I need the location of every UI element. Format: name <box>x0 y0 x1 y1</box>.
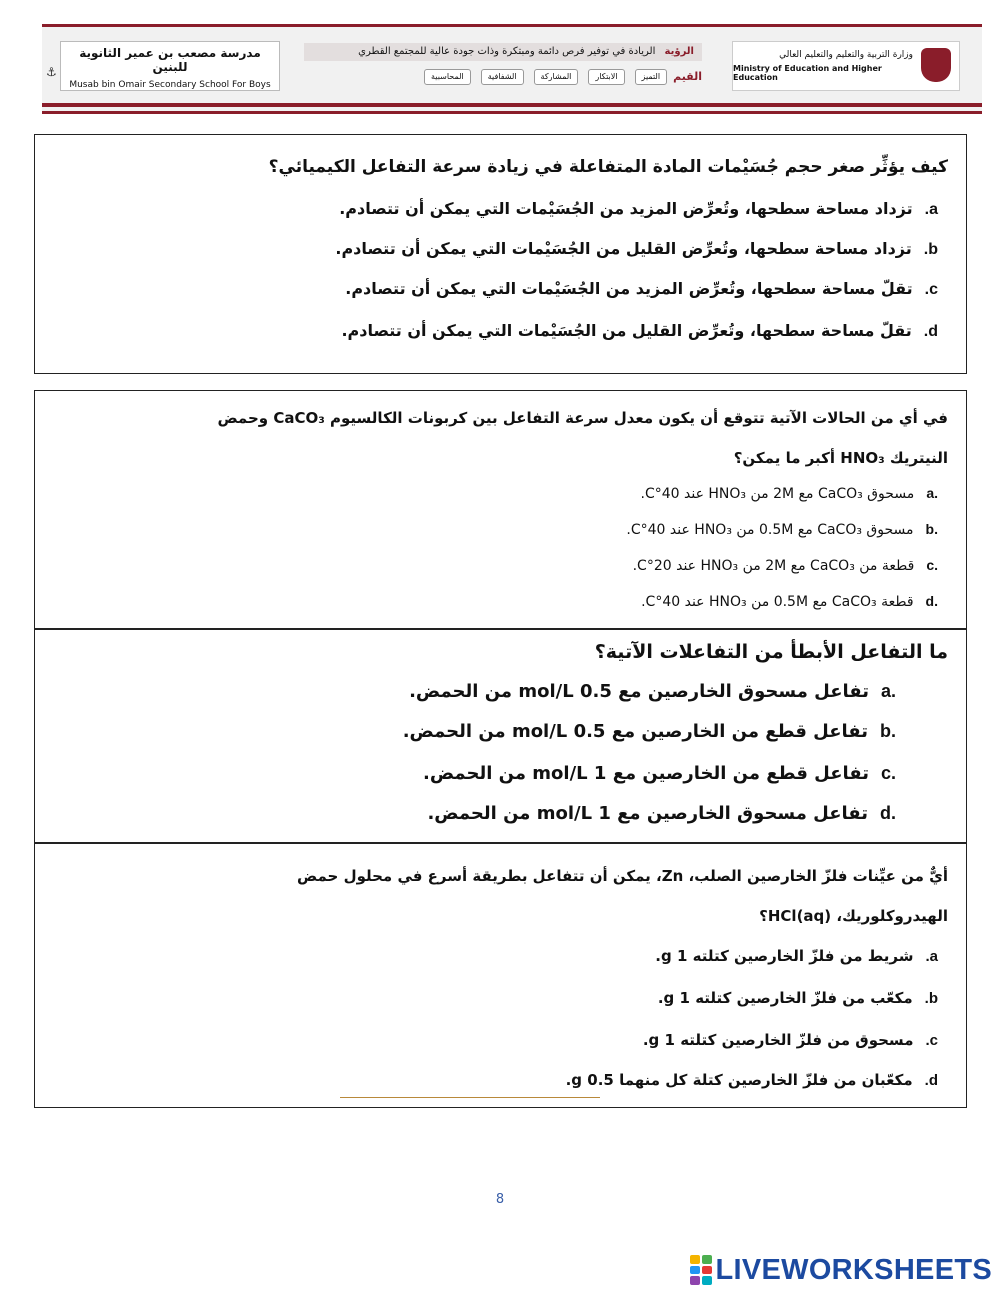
question-text-line1: أيٌّ من عيِّنات فلزّ الخارصين الصلب، Zn، يمكن أن تتفاعل بطريقة أسرع في محلول حمض <box>297 867 948 885</box>
option-text: قطعة من CaCO₃ مع 2M من HNO₃ عند 20°C. <box>632 558 915 574</box>
option-text: مكعّبان من فلزّ الخارصين كتلة كل منهما 0.5 g. <box>565 1071 913 1089</box>
value-pill: التميز <box>635 69 668 85</box>
question-box-2 <box>34 390 967 630</box>
option-text: تفاعل مسحوق الخارصين مع 1 mol/L من الحمض. <box>427 803 868 824</box>
option-letter: d. <box>924 1072 938 1089</box>
option-b[interactable] <box>626 521 938 538</box>
option-c[interactable] <box>345 279 938 299</box>
option-text: تقلّ مساحة سطحها، وتُعرِّض القليل من الجُسَيْمات التي يمكن أن تتصادم. <box>341 321 912 340</box>
option-letter: b. <box>924 990 938 1007</box>
value-pill: المحاسبية <box>424 69 471 85</box>
liveworksheets-brand: LIVEWORKSHEETS <box>715 1253 992 1286</box>
option-text: مسحوق CaCO₃ مع 0.5M من HNO₃ عند 40°C. <box>626 522 914 538</box>
option-text: مكعّب من فلزّ الخارصين كتلته 1 g. <box>657 989 913 1007</box>
option-a[interactable] <box>641 485 938 502</box>
option-text: مسحوق من فلزّ الخارصين كتلته 1 g. <box>642 1031 914 1049</box>
header-banner <box>42 24 982 114</box>
option-c[interactable] <box>643 1031 938 1049</box>
option-letter: a. <box>925 948 938 965</box>
qatar-emblem-icon <box>921 48 951 82</box>
option-letter: c. <box>924 281 938 298</box>
option-d[interactable] <box>341 321 938 341</box>
option-letter: c. <box>925 1032 938 1049</box>
option-b[interactable] <box>403 721 896 742</box>
ministry-name-ar: وزارة التربية والتعليم والتعليم العالي <box>779 50 913 60</box>
option-b[interactable] <box>658 989 938 1007</box>
values-row <box>304 69 702 85</box>
liveworksheets-logo <box>690 1252 993 1288</box>
option-letter: .a <box>880 681 896 701</box>
option-b[interactable] <box>335 239 938 259</box>
option-text: مسحوق CaCO₃ مع 2M من HNO₃ عند 40°C. <box>640 486 915 502</box>
option-letter: .b <box>925 521 938 537</box>
anchor-icon: ⚓ <box>46 65 57 79</box>
option-text: قطعة CaCO₃ مع 0.5M من HNO₃ عند 40°C. <box>641 594 914 610</box>
option-a[interactable] <box>655 947 938 965</box>
question-text-line1: في أي من الحالات الآتية تتوقع أن يكون معدل سرعة التفاعل بين كربونات الكالسيوم CaCO₃ وحمض <box>217 409 948 427</box>
ministry-logo-box <box>732 41 960 91</box>
option-text: شريط من فلزّ الخارصين كتلته 1 g. <box>655 947 914 965</box>
values-label: القيم <box>673 70 702 83</box>
option-c[interactable] <box>633 557 938 574</box>
school-name-en: Musab bin Omair Secondary School For Boys <box>69 80 271 90</box>
vision-text: الريادة في توفير فرص دائمة ومبتكرة وذات جودة عالية للمجتمع القطري <box>358 46 656 57</box>
option-letter: .d <box>879 803 896 823</box>
question-text: كيف يؤثِّر صغر حجم جُسَيْمات المادة المتفاعلة في زيادة سرعة التفاعل الكيميائي؟ <box>268 157 948 177</box>
option-letter: .b <box>879 721 896 741</box>
option-d[interactable] <box>566 1071 938 1089</box>
option-letter: a. <box>924 201 938 218</box>
ministry-name-en: Ministry of Education and Higher Education <box>733 64 882 82</box>
value-pill: الابتكار <box>588 69 624 85</box>
question-text-line2: النيتريك HNO₃ أكبر ما يمكن؟ <box>733 449 948 467</box>
question-box-1 <box>34 134 967 374</box>
vision-strip <box>304 43 702 61</box>
option-c[interactable] <box>423 763 896 784</box>
option-text: تفاعل قطع من الخارصين مع 1 mol/L من الحمض. <box>423 763 869 784</box>
school-name-ar: مدرسة مصعب بن عمير الثانوية للبنين <box>79 46 261 74</box>
option-letter: .c <box>926 557 938 573</box>
option-text: تزداد مساحة سطحها، وتُعرِّض القليل من الجُسَيْمات التي يمكن أن تتصادم. <box>335 239 912 258</box>
option-letter: .a <box>926 485 938 501</box>
option-letter: b. <box>923 241 938 258</box>
question-text: ما التفاعل الأبطأ من التفاعلات الآتية؟ <box>594 641 948 663</box>
banner-stripe <box>42 103 982 107</box>
vision-label: الرؤية <box>664 46 694 57</box>
option-a[interactable] <box>339 199 938 219</box>
liveworksheets-icon <box>690 1255 712 1285</box>
option-a[interactable] <box>409 681 896 702</box>
question-box-4 <box>34 842 967 1108</box>
school-logo-box <box>60 41 280 91</box>
option-d[interactable] <box>427 803 896 824</box>
option-text: تزداد مساحة سطحها، وتُعرِّض المزيد من الجُسَيْمات التي يمكن أن تتصادم. <box>339 199 913 218</box>
option-letter: .c <box>880 763 896 783</box>
option-letter: .d <box>925 593 938 609</box>
page-number: 8 <box>495 1192 505 1207</box>
value-pill: المشاركة <box>534 69 579 85</box>
option-text: تقلّ مساحة سطحها، وتُعرِّض المزيد من الجُسَيْمات التي يمكن أن تتصادم. <box>345 279 913 298</box>
option-letter: d. <box>923 323 938 340</box>
value-pill: الشفافية <box>481 69 524 85</box>
question-box-3 <box>34 628 967 844</box>
option-text: تفاعل قطع من الخارصين مع 0.5 mol/L من الحمض. <box>402 721 868 742</box>
option-d[interactable] <box>641 593 938 610</box>
option-text: تفاعل مسحوق الخارصين مع 0.5 mol/L من الحمض. <box>409 681 869 702</box>
question-text-line2: الهيدروكلوريك، HCl(aq)؟ <box>759 907 948 925</box>
answer-input-line[interactable] <box>340 1097 600 1098</box>
